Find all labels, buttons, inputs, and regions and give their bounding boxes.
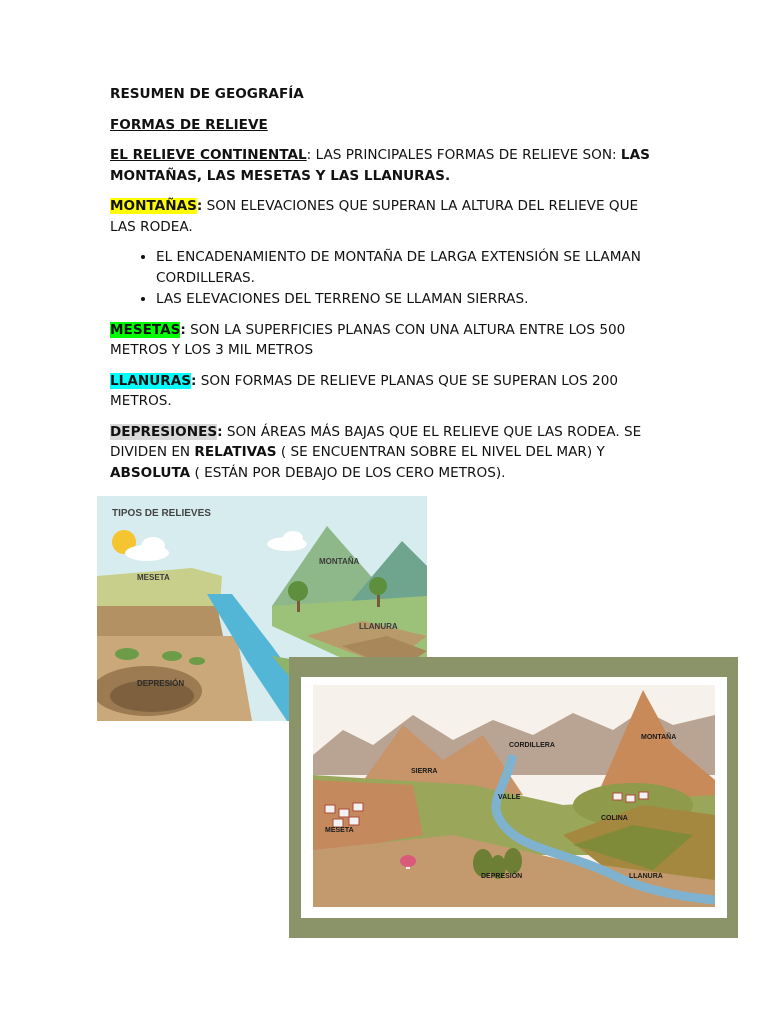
- label-montana: MONTAÑA: [319, 557, 360, 566]
- depresiones-relativas: RELATIVAS: [194, 444, 277, 460]
- label-depresion: DEPRESIÓN: [137, 679, 185, 688]
- paragraph-continental: [110, 145, 650, 186]
- landscape-illustration: [313, 685, 715, 907]
- label-valle: VALLE: [498, 794, 521, 801]
- document-body: [110, 84, 650, 493]
- list-item: • EL ENCADENAMIENTO DE MONTAÑA DE LARGA EXTENSIÓN SE LLAMAN CORDILLERAS.: [156, 247, 650, 288]
- label-colina: COLINA: [601, 815, 628, 822]
- paragraph-montanas: [110, 196, 650, 237]
- llanuras-colon: :: [191, 372, 197, 389]
- montanas-colon: :: [196, 198, 203, 214]
- term-relieve-continental: EL RELIEVE CONTINENTAL: [110, 147, 307, 163]
- landscape-svg: [313, 685, 715, 907]
- label-sierra: SIERRA: [411, 768, 438, 775]
- continental-bold: LAS MONTAÑAS, LAS MESETAS Y LAS LLANURAS.: [110, 147, 650, 184]
- continental-text: : LAS PRINCIPALES FORMAS DE RELIEVE SON:: [306, 147, 621, 163]
- term-mesetas: MESETAS: [110, 321, 181, 338]
- figure1-title: TIPOS DE RELIEVES: [112, 508, 211, 519]
- depresiones-text-3: ( ESTÁN POR DEBAJO DE LOS CERO METROS).: [190, 464, 506, 481]
- landscape-illustration-mat: [301, 677, 727, 918]
- list-item: • LAS ELEVACIONES DEL TERRENO SE LLAMAN SIERRAS.: [156, 289, 650, 310]
- paragraph-llanuras: [110, 371, 650, 412]
- label-meseta: MESETA: [137, 573, 170, 582]
- term-montanas: MONTAÑAS: [110, 198, 197, 214]
- llanuras-text: SON FORMAS DE RELIEVE PLANAS QUE SE SUPERAN LOS 200 METROS.: [110, 372, 618, 409]
- label-cordillera: CORDILLERA: [509, 742, 555, 749]
- mesetas-colon: :: [180, 321, 186, 338]
- montanas-list: [110, 247, 650, 310]
- document-title: RESUMEN DE GEOGRAFÍA: [110, 86, 304, 102]
- label-llanura: LLANURA: [629, 873, 663, 880]
- label-meseta: MESETA: [325, 827, 354, 834]
- paragraph-mesetas: [110, 320, 650, 361]
- section-heading: FORMAS DE RELIEVE: [110, 116, 268, 133]
- depresiones-text-2: ( SE ENCUENTRAN SOBRE EL NIVEL DEL MAR) Y: [276, 444, 605, 460]
- label-llanura: LLANURA: [359, 622, 398, 631]
- montanas-text: SON ELEVACIONES QUE SUPERAN LA ALTURA DEL RELIEVE QUE LAS RODEA.: [110, 198, 639, 235]
- term-llanuras: LLANURAS: [110, 372, 192, 389]
- depresiones-colon: :: [217, 423, 223, 440]
- depresiones-absoluta: ABSOLUTA: [110, 464, 191, 481]
- label-montana: MONTAÑA: [641, 734, 677, 741]
- landscape-illustration-frame: [289, 657, 738, 938]
- depresiones-text-1: SON ÁREAS MÁS BAJAS QUE EL RELIEVE QUE LAS RODEA. SE DIVIDEN EN: [110, 423, 642, 460]
- term-depresiones: DEPRESIONES: [110, 423, 218, 440]
- mesetas-text: SON LA SUPERFICIES PLANAS CON UNA ALTURA ENTRE LOS 500 METROS Y LOS 3 MIL METROS: [110, 321, 626, 358]
- label-depresion: DEPRESIÓN: [481, 873, 523, 880]
- paragraph-depresiones: [110, 422, 650, 484]
